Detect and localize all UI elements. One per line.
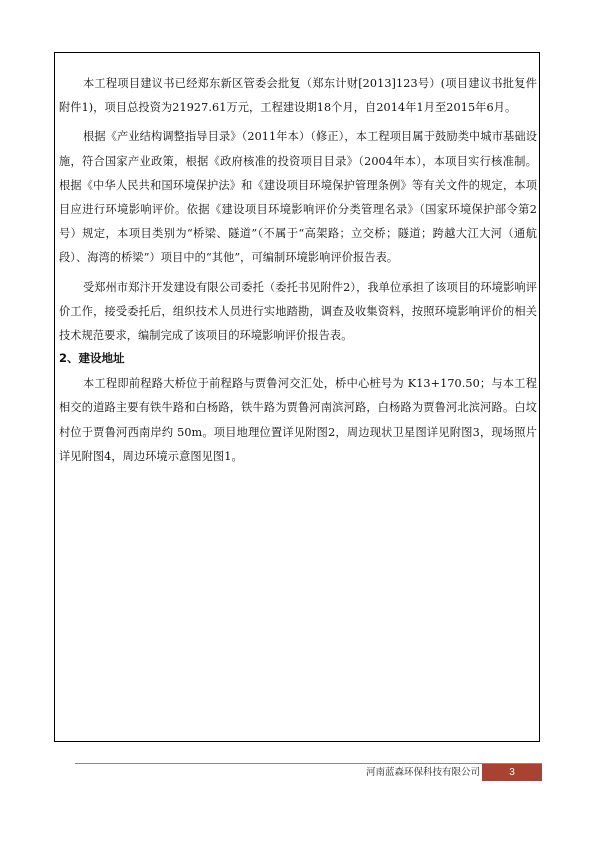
footer-company-name: 河南蓝森环保科技有限公司 <box>365 767 480 778</box>
document-body <box>59 72 537 469</box>
section-construction-site <box>59 348 537 469</box>
paragraph-policy-compliance: 根据《产业结构调整指导目录》（2011年本）（修正），本工程项目属于鼓励类中城市基础设施，符合国家产业政策，根据《政府核准的投资项目目录》（2004年本），本项目实行核准制。根据《中华人民共和国环境保护法》和《建设项目环境保护管理条例》等有关文件的规定，本项目应进行环境影响评价。依据《建设项目环境影响评价分类管理名录》（国家环境保护部令第2号）规定，本项目类别为“桥梁、隧道”（不属于“高架路；立交桥；隧道；跨越大江大河（通航段）、海湾的桥梁”）项目中的“其他”，可编制环境影响评价报告表。 <box>59 130 537 265</box>
paragraph-site-location: 本工程即前程路大桥位于前程路与贾鲁河交汇处，桥中心桩号为 K13+170.50；与本工程相交的道路主要有铁牛路和白杨路，铁牛路为贾鲁河南滨河路，白杨路为贾鲁河北滨河路。白坟村位于贾鲁河西南岸约 50m。项目地理位置详见附图2，周边现状卫星图详见附图3，现场照片详见附图4，周边环境示意图见图1。 <box>59 377 537 463</box>
footer-divider <box>75 763 542 764</box>
paragraph-commission: 受郑州市郑汴开发建设有限公司委托（委托书见附件2），我单位承担了该项目的环境影响评价工作，接受委托后，组织技术人员进行实地踏勘，调查及收集资料，按照环境影响评价的相关技术规范要求，编制完成了该项目的环境影响评价报告表。 <box>59 280 537 343</box>
section-heading: 2、建设地址 <box>59 351 125 366</box>
page-number: 3 <box>482 764 542 781</box>
paragraph-project-approval: 本工程项目建议书已经郑东新区管委会批复（郑东计财[2013]123号）(项目建议书批复件附件1)，项目总投资为21927.61万元，工程建设期18个月，自2014年1月至2015年6月。 <box>59 77 537 115</box>
